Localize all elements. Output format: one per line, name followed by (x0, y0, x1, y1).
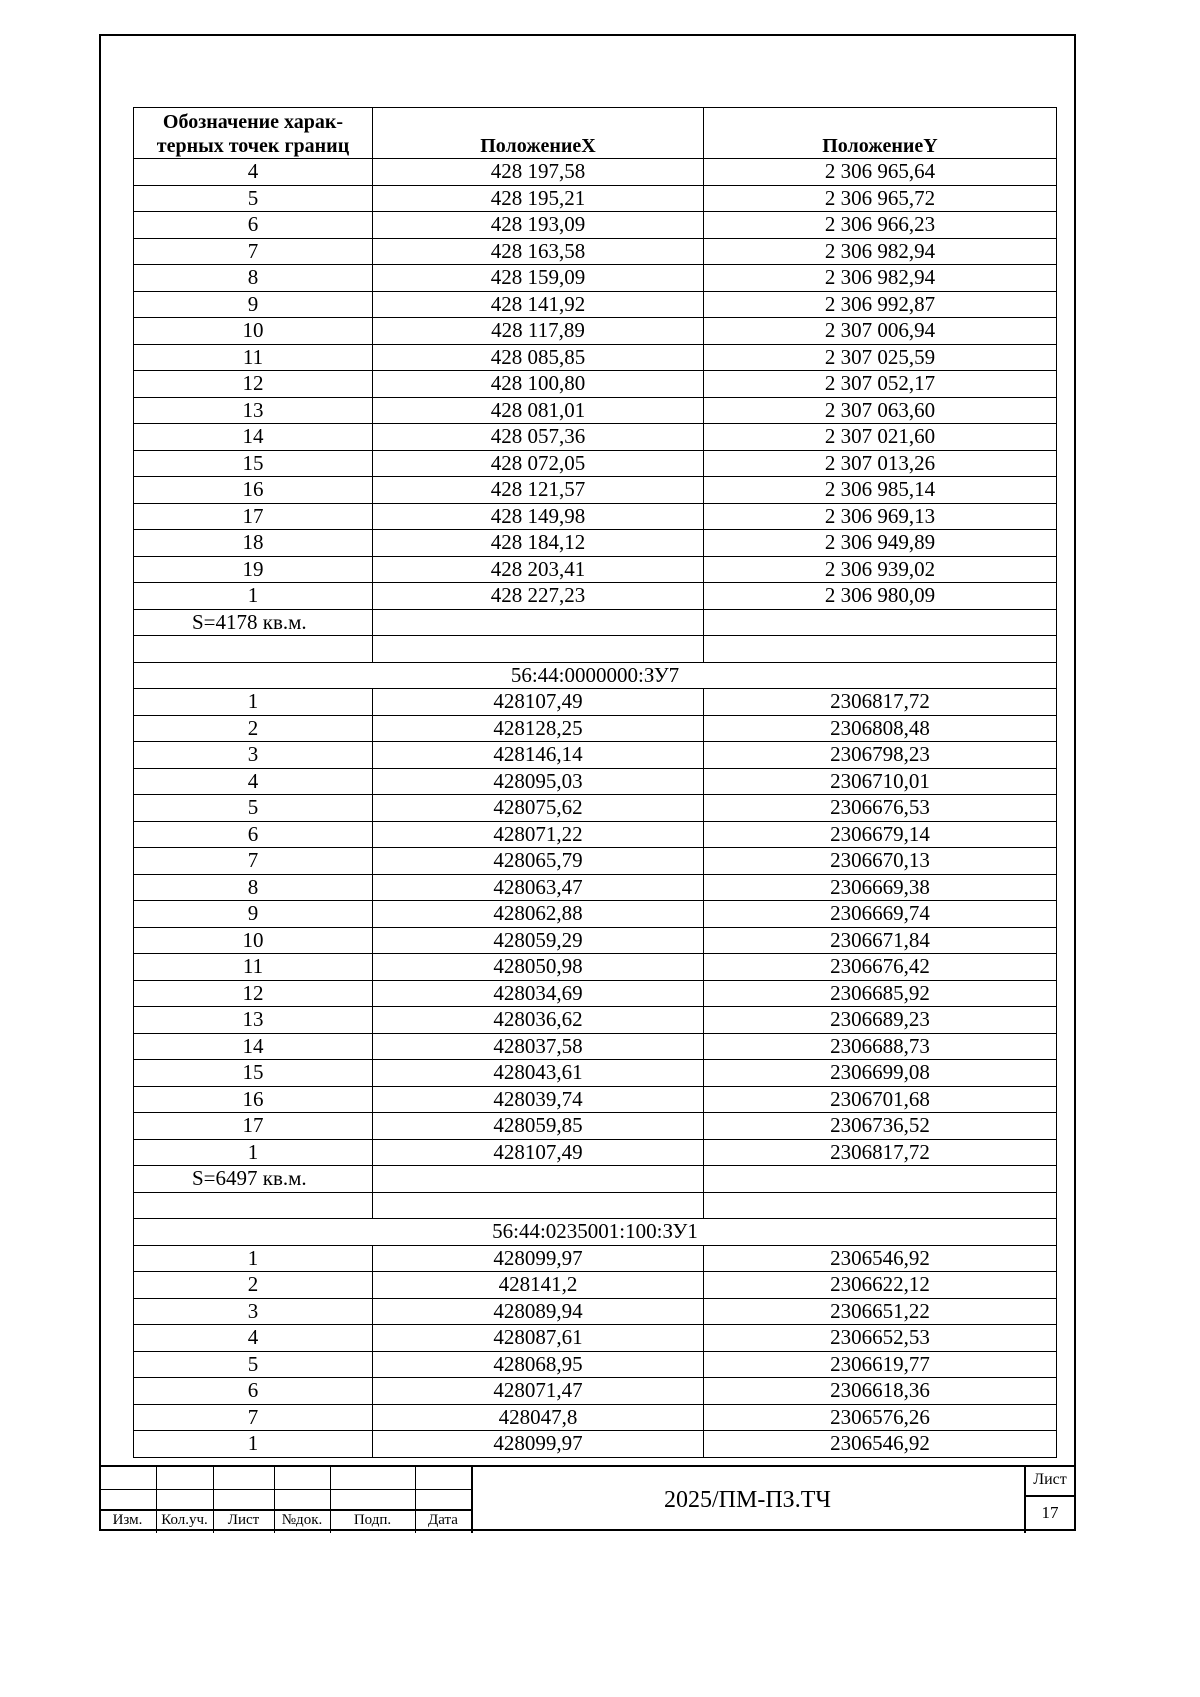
table-row (134, 901, 1057, 928)
point-number-cell: 1 (134, 1245, 373, 1272)
sheet-label: Лист (1033, 1471, 1067, 1488)
position-y-cell: 2 307 013,26 (704, 450, 1057, 477)
table-row (134, 1431, 1057, 1458)
header-position-y: ПоложениеY (704, 108, 1057, 159)
stamp-label-change: Изм. (112, 1512, 143, 1528)
table-row (134, 159, 1057, 186)
table-row (134, 1272, 1057, 1299)
table-row (134, 397, 1057, 424)
point-number-cell: 1 (134, 583, 373, 610)
point-number-cell: 10 (134, 318, 373, 345)
position-x-cell: 428062,88 (373, 901, 704, 928)
table-body (134, 159, 1057, 1458)
blank-row (134, 636, 1057, 663)
position-y-cell: 2306671,84 (704, 927, 1057, 954)
position-y-cell: 2306688,73 (704, 1033, 1057, 1060)
position-y-cell: 2 306 982,94 (704, 265, 1057, 292)
position-x-cell: 428037,58 (373, 1033, 704, 1060)
table-row (134, 1351, 1057, 1378)
table-row (134, 583, 1057, 610)
position-y-cell: 2 306 965,64 (704, 159, 1057, 186)
header-position-x: ПоложениеX (373, 108, 704, 159)
table-row (134, 185, 1057, 212)
table-row (134, 1298, 1057, 1325)
point-number-cell: 8 (134, 874, 373, 901)
position-y-cell: 2 306 969,13 (704, 503, 1057, 530)
table-row (134, 980, 1057, 1007)
table-row (134, 371, 1057, 398)
point-number-cell: 9 (134, 901, 373, 928)
position-y-cell: 2306670,13 (704, 848, 1057, 875)
table-row (134, 1325, 1057, 1352)
position-x-cell: 428 057,36 (373, 424, 704, 451)
position-y-cell: 2 307 052,17 (704, 371, 1057, 398)
point-number-cell: 7 (134, 848, 373, 875)
stamp-label-sheet: Лист (227, 1512, 260, 1528)
position-x-cell: 428 197,58 (373, 159, 704, 186)
position-y-cell: 2306676,42 (704, 954, 1057, 981)
position-x-cell: 428050,98 (373, 954, 704, 981)
position-x-cell: 428 072,05 (373, 450, 704, 477)
position-x-cell (373, 636, 704, 663)
table-row (134, 768, 1057, 795)
position-x-cell: 428071,47 (373, 1378, 704, 1405)
point-number-cell (134, 636, 373, 663)
point-number-cell: 13 (134, 397, 373, 424)
table-row (134, 477, 1057, 504)
position-y-cell (704, 1192, 1057, 1219)
position-y-cell: 2 307 025,59 (704, 344, 1057, 371)
position-y-cell: 2306669,38 (704, 874, 1057, 901)
stamp-row-line (1024, 1495, 1076, 1497)
table-row (134, 238, 1057, 265)
position-x-cell: 428 141,92 (373, 291, 704, 318)
position-x-cell: 428 184,12 (373, 530, 704, 557)
table-header-row (134, 108, 1057, 159)
point-number-cell: 1 (134, 1431, 373, 1458)
position-y-cell: 2306689,23 (704, 1007, 1057, 1034)
point-number-cell: 18 (134, 530, 373, 557)
position-y-cell (704, 1166, 1057, 1193)
position-x-cell: 428 227,23 (373, 583, 704, 610)
point-number-cell: 11 (134, 344, 373, 371)
point-number-cell: 15 (134, 450, 373, 477)
blank-row (134, 1192, 1057, 1219)
table-row (134, 1007, 1057, 1034)
position-x-cell (373, 609, 704, 636)
position-x-cell: 428 085,85 (373, 344, 704, 371)
document-code: 2025/ПМ-ПЗ.ТЧ (664, 1487, 831, 1513)
point-number-cell: 11 (134, 954, 373, 981)
position-x-cell: 428 163,58 (373, 238, 704, 265)
position-y-cell: 2306576,26 (704, 1404, 1057, 1431)
table-row (134, 1113, 1057, 1140)
point-number-cell: 12 (134, 980, 373, 1007)
position-x-cell: 428 193,09 (373, 212, 704, 239)
section-cadastral-number: 56:44:0000000:ЗУ7 (134, 662, 1057, 689)
point-number-cell: 6 (134, 821, 373, 848)
point-number-cell: 12 (134, 371, 373, 398)
sheet-number: 17 (1041, 1503, 1059, 1522)
point-number-cell: 19 (134, 556, 373, 583)
position-y-cell: 2306619,77 (704, 1351, 1057, 1378)
table-row (134, 318, 1057, 345)
point-number-cell: 17 (134, 503, 373, 530)
title-block (99, 1465, 1076, 1533)
position-y-cell: 2 306 992,87 (704, 291, 1057, 318)
position-y-cell: 2 306 980,09 (704, 583, 1057, 610)
table-row (134, 927, 1057, 954)
position-x-cell: 428141,2 (373, 1272, 704, 1299)
point-number-cell: 4 (134, 159, 373, 186)
position-x-cell: 428128,25 (373, 715, 704, 742)
position-y-cell: 2306798,23 (704, 742, 1057, 769)
table-row (134, 689, 1057, 716)
position-x-cell: 428068,95 (373, 1351, 704, 1378)
table-row (134, 530, 1057, 557)
position-x-cell (373, 1166, 704, 1193)
table-row (134, 1139, 1057, 1166)
position-x-cell: 428 203,41 (373, 556, 704, 583)
position-x-cell: 428075,62 (373, 795, 704, 822)
section-title-row (134, 1219, 1057, 1246)
position-y-cell: 2 307 063,60 (704, 397, 1057, 424)
area-row (134, 1166, 1057, 1193)
position-y-cell (704, 636, 1057, 663)
section-cadastral-number: 56:44:0235001:100:ЗУ1 (134, 1219, 1057, 1246)
table-row (134, 265, 1057, 292)
position-y-cell: 2306736,52 (704, 1113, 1057, 1140)
point-number-cell: 7 (134, 1404, 373, 1431)
position-y-cell: 2 306 985,14 (704, 477, 1057, 504)
position-y-cell: 2306701,68 (704, 1086, 1057, 1113)
point-number-cell: 4 (134, 1325, 373, 1352)
point-number-cell: 1 (134, 689, 373, 716)
point-number-cell: 7 (134, 238, 373, 265)
position-x-cell: 428036,62 (373, 1007, 704, 1034)
table-row (134, 1060, 1057, 1087)
position-y-cell: 2306699,08 (704, 1060, 1057, 1087)
position-x-cell: 428 100,80 (373, 371, 704, 398)
position-y-cell: 2306669,74 (704, 901, 1057, 928)
position-y-cell: 2 307 006,94 (704, 318, 1057, 345)
point-number-cell: 5 (134, 795, 373, 822)
position-y-cell: 2 306 965,72 (704, 185, 1057, 212)
position-y-cell: 2 306 966,23 (704, 212, 1057, 239)
point-number-cell: 14 (134, 1033, 373, 1060)
position-x-cell: 428059,85 (373, 1113, 704, 1140)
position-y-cell: 2 306 939,02 (704, 556, 1057, 583)
point-number-cell: 2 (134, 1272, 373, 1299)
point-number-cell: 6 (134, 1378, 373, 1405)
point-number-cell: 14 (134, 424, 373, 451)
position-y-cell (704, 609, 1057, 636)
position-x-cell: 428146,14 (373, 742, 704, 769)
point-number-cell: 15 (134, 1060, 373, 1087)
point-number-cell: 1 (134, 1139, 373, 1166)
position-x-cell: 428107,49 (373, 689, 704, 716)
table-row (134, 1378, 1057, 1405)
position-x-cell: 428043,61 (373, 1060, 704, 1087)
point-number-cell: 10 (134, 927, 373, 954)
position-x-cell: 428059,29 (373, 927, 704, 954)
point-number-cell: 17 (134, 1113, 373, 1140)
position-y-cell: 2306685,92 (704, 980, 1057, 1007)
position-y-cell: 2306622,12 (704, 1272, 1057, 1299)
table-row (134, 795, 1057, 822)
point-number-cell: 2 (134, 715, 373, 742)
section-title-row (134, 662, 1057, 689)
table-row (134, 503, 1057, 530)
position-y-cell: 2306651,22 (704, 1298, 1057, 1325)
point-number-cell: 5 (134, 185, 373, 212)
position-x-cell: 428 159,09 (373, 265, 704, 292)
position-y-cell: 2306676,53 (704, 795, 1057, 822)
point-number-cell: 16 (134, 477, 373, 504)
position-x-cell: 428065,79 (373, 848, 704, 875)
table-row (134, 954, 1057, 981)
position-y-cell: 2306618,36 (704, 1378, 1057, 1405)
position-x-cell: 428107,49 (373, 1139, 704, 1166)
position-x-cell: 428047,8 (373, 1404, 704, 1431)
area-value-cell: S=4178 кв.м. (134, 609, 373, 636)
table-row (134, 344, 1057, 371)
point-number-cell: 3 (134, 1298, 373, 1325)
stamp-label-doc-number: №док. (281, 1512, 323, 1528)
table-row (134, 1033, 1057, 1060)
point-number-cell: 9 (134, 291, 373, 318)
position-x-cell: 428 149,98 (373, 503, 704, 530)
table-row (134, 556, 1057, 583)
point-number-cell: 3 (134, 742, 373, 769)
position-y-cell: 2306652,53 (704, 1325, 1057, 1352)
position-x-cell: 428 195,21 (373, 185, 704, 212)
position-y-cell: 2306546,92 (704, 1431, 1057, 1458)
point-number-cell: 4 (134, 768, 373, 795)
position-x-cell: 428034,69 (373, 980, 704, 1007)
stamp-row-line (99, 1509, 471, 1511)
table-row (134, 821, 1057, 848)
header-point-designation: Обозначение харак-терных точек границ (134, 108, 373, 159)
point-number-cell: 13 (134, 1007, 373, 1034)
table-row (134, 848, 1057, 875)
position-x-cell: 428 081,01 (373, 397, 704, 424)
position-y-cell: 2 306 982,94 (704, 238, 1057, 265)
position-y-cell: 2306808,48 (704, 715, 1057, 742)
table-row (134, 1404, 1057, 1431)
table-row (134, 450, 1057, 477)
position-x-cell: 428 121,57 (373, 477, 704, 504)
area-row (134, 609, 1057, 636)
table-row (134, 291, 1057, 318)
position-x-cell: 428095,03 (373, 768, 704, 795)
point-number-cell: 5 (134, 1351, 373, 1378)
table-row (134, 424, 1057, 451)
position-y-cell: 2306710,01 (704, 768, 1057, 795)
point-number-cell: 6 (134, 212, 373, 239)
table-row (134, 1086, 1057, 1113)
position-y-cell: 2306546,92 (704, 1245, 1057, 1272)
table-row (134, 742, 1057, 769)
stamp-row-line (99, 1489, 471, 1490)
stamp-label-signature: Подп. (353, 1512, 392, 1528)
point-number-cell: 16 (134, 1086, 373, 1113)
table-row (134, 874, 1057, 901)
position-y-cell: 2306817,72 (704, 689, 1057, 716)
table-row (134, 212, 1057, 239)
position-x-cell: 428099,97 (373, 1431, 704, 1458)
position-x-cell: 428087,61 (373, 1325, 704, 1352)
position-x-cell: 428063,47 (373, 874, 704, 901)
position-y-cell: 2306817,72 (704, 1139, 1057, 1166)
position-y-cell: 2306679,14 (704, 821, 1057, 848)
position-x-cell: 428 117,89 (373, 318, 704, 345)
position-y-cell: 2 306 949,89 (704, 530, 1057, 557)
point-number-cell: 8 (134, 265, 373, 292)
stamp-label-date: Дата (428, 1512, 458, 1528)
position-y-cell: 2 307 021,60 (704, 424, 1057, 451)
point-number-cell (134, 1192, 373, 1219)
table-row (134, 1245, 1057, 1272)
stamp-label-count: Кол.уч. (161, 1512, 208, 1528)
position-x-cell (373, 1192, 704, 1219)
table-row (134, 715, 1057, 742)
position-x-cell: 428039,74 (373, 1086, 704, 1113)
position-x-cell: 428099,97 (373, 1245, 704, 1272)
coordinates-table (133, 107, 1057, 1458)
position-x-cell: 428089,94 (373, 1298, 704, 1325)
position-x-cell: 428071,22 (373, 821, 704, 848)
area-value-cell: S=6497 кв.м. (134, 1166, 373, 1193)
